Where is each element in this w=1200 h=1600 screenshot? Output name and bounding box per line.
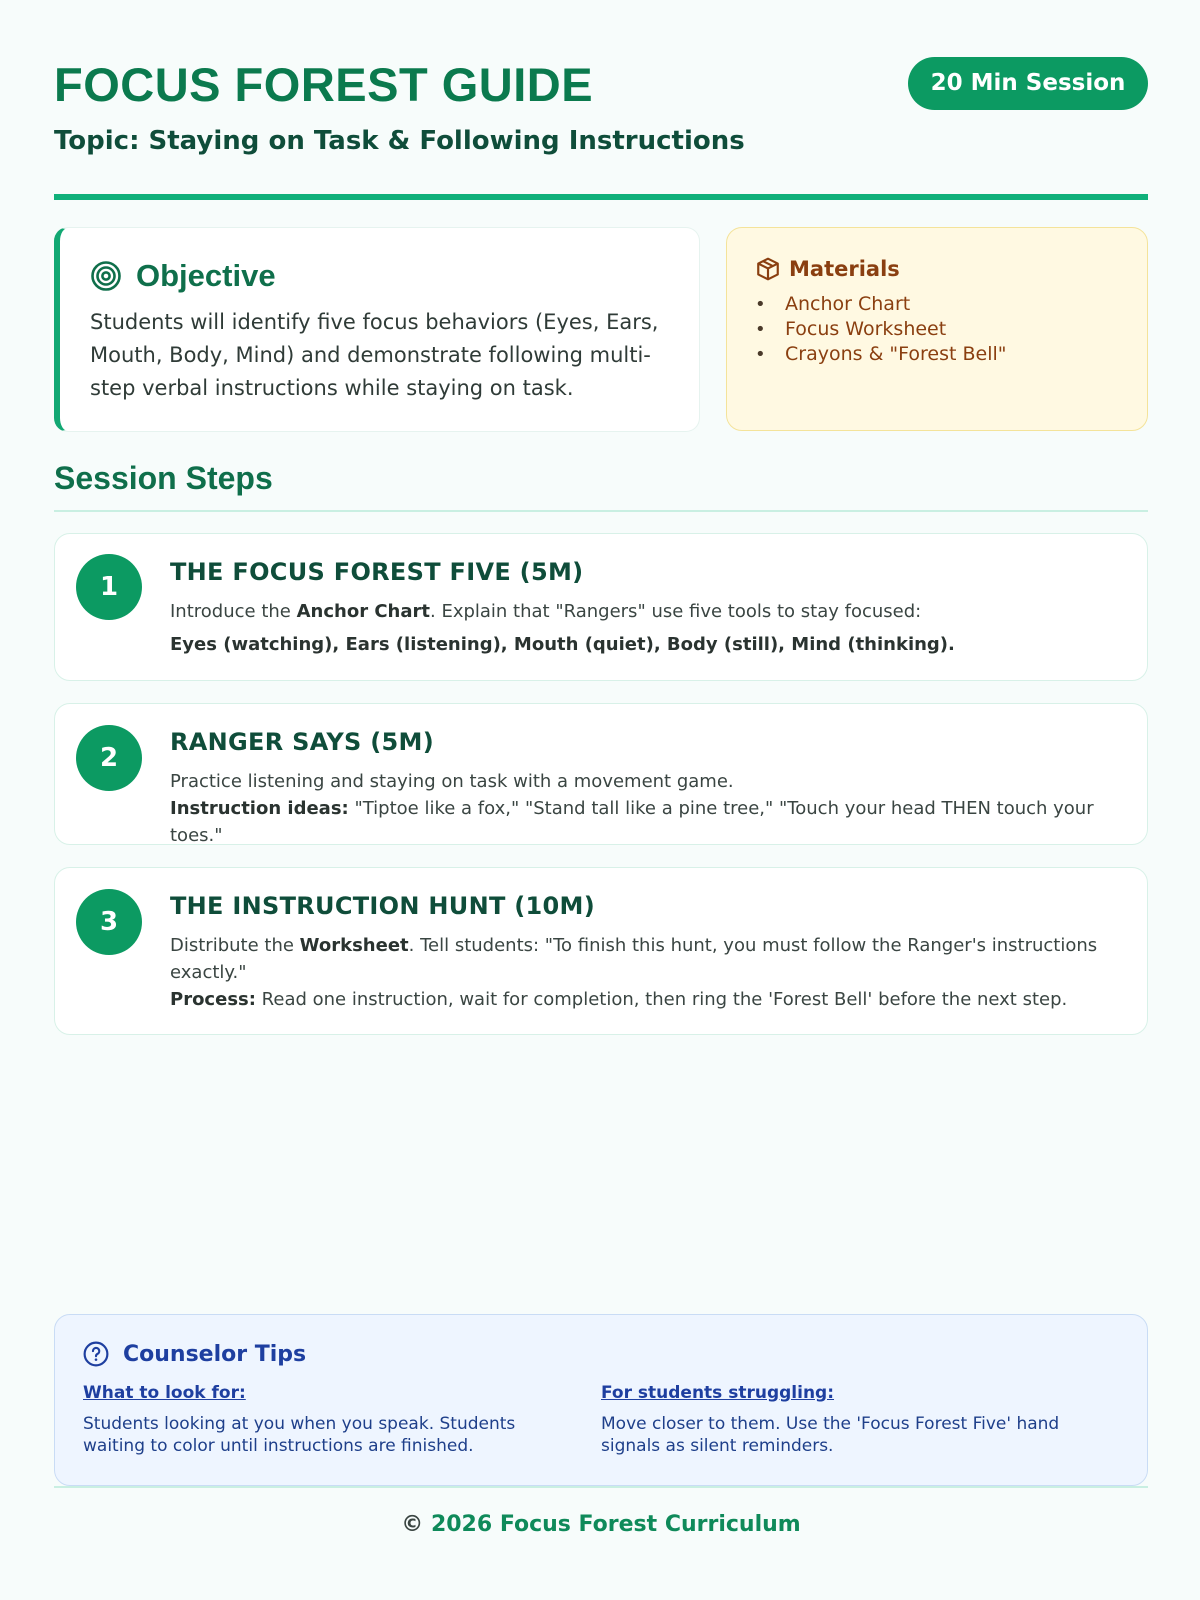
tips-text: Move closer to them. Use the 'Focus Forest Five' hand signals as silent reminders.	[601, 1414, 1060, 1456]
objective-title: Objective	[136, 258, 276, 293]
focus-tools-list: Eyes (watching), Ears (listening), Mouth (quiet), Body (still), Mind (thinking).	[170, 634, 955, 655]
step-card-2	[54, 703, 1148, 845]
step-number: 3	[76, 889, 142, 955]
materials-card	[726, 227, 1148, 431]
process-note: Process: Read one instruction, wait for completion, then ring the 'Forest Bell' before the next step.	[170, 989, 1068, 1010]
step-title: THE INSTRUCTION HUNT (10M)	[170, 892, 596, 920]
tips-heading: What to look for:	[83, 1383, 246, 1403]
materials-list	[755, 292, 1119, 367]
list-item: • Crayons & "Forest Bell"	[755, 342, 1119, 367]
tips-heading: For students struggling:	[601, 1383, 835, 1403]
section-divider	[54, 510, 1148, 512]
lesson-guide-page	[54, 0, 1148, 1600]
step-number: 1	[76, 554, 142, 620]
tips-column-look-for	[83, 1383, 601, 1457]
step-description: Introduce the Anchor Chart. Explain that "Rangers" use five tools to stay focused:	[170, 601, 922, 622]
header-divider	[54, 194, 1148, 200]
instruction-ideas: Instruction ideas: "Tiptoe like a fox," "Stand tall like a pine tree," "Touch your head THEN touch your toes."	[170, 798, 1094, 846]
step-title: THE FOCUS FOREST FIVE (5M)	[170, 558, 584, 586]
copyright-icon: ©	[401, 1512, 424, 1537]
counselor-tips-card	[54, 1314, 1148, 1486]
step-card-3	[54, 867, 1148, 1035]
objective-card	[54, 227, 700, 432]
footer-text: 2026 Focus Forest Curriculum	[430, 1512, 801, 1537]
topic-subtitle: Topic: Staying on Task & Following Instructions	[54, 126, 745, 156]
list-item: • Focus Worksheet	[755, 317, 1119, 342]
step-card-1	[54, 533, 1148, 681]
session-length-badge: 20 Min Session	[908, 57, 1148, 110]
page-title: FOCUS FOREST GUIDE	[54, 58, 594, 111]
step-title: RANGER SAYS (5M)	[170, 728, 434, 756]
box-icon	[755, 256, 781, 282]
footer-copyright	[54, 1512, 1148, 1537]
materials-title: Materials	[789, 257, 900, 281]
list-item: • Anchor Chart	[755, 292, 1119, 317]
step-description: Distribute the Worksheet. Tell students: "To finish this hunt, you must follow the Ranger's instructions exactly."	[170, 935, 1098, 983]
tips-title: Counselor Tips	[123, 1341, 307, 1367]
question-circle-icon	[83, 1341, 109, 1367]
target-icon	[90, 260, 122, 292]
tips-text: Students looking at you when you speak. Students waiting to color until instructions are finished.	[83, 1414, 516, 1456]
tips-column-struggling	[601, 1383, 1119, 1457]
footer-divider	[54, 1486, 1148, 1488]
section-title: Session Steps	[54, 460, 273, 496]
step-description: Practice listening and staying on task with a movement game.	[170, 771, 734, 792]
objective-text: Students will identify five focus behaviors (Eyes, Ears, Mouth, Body, Mind) and demonstrate following multi-step verbal instructions while staying on task.	[90, 310, 659, 400]
step-number: 2	[76, 725, 142, 791]
